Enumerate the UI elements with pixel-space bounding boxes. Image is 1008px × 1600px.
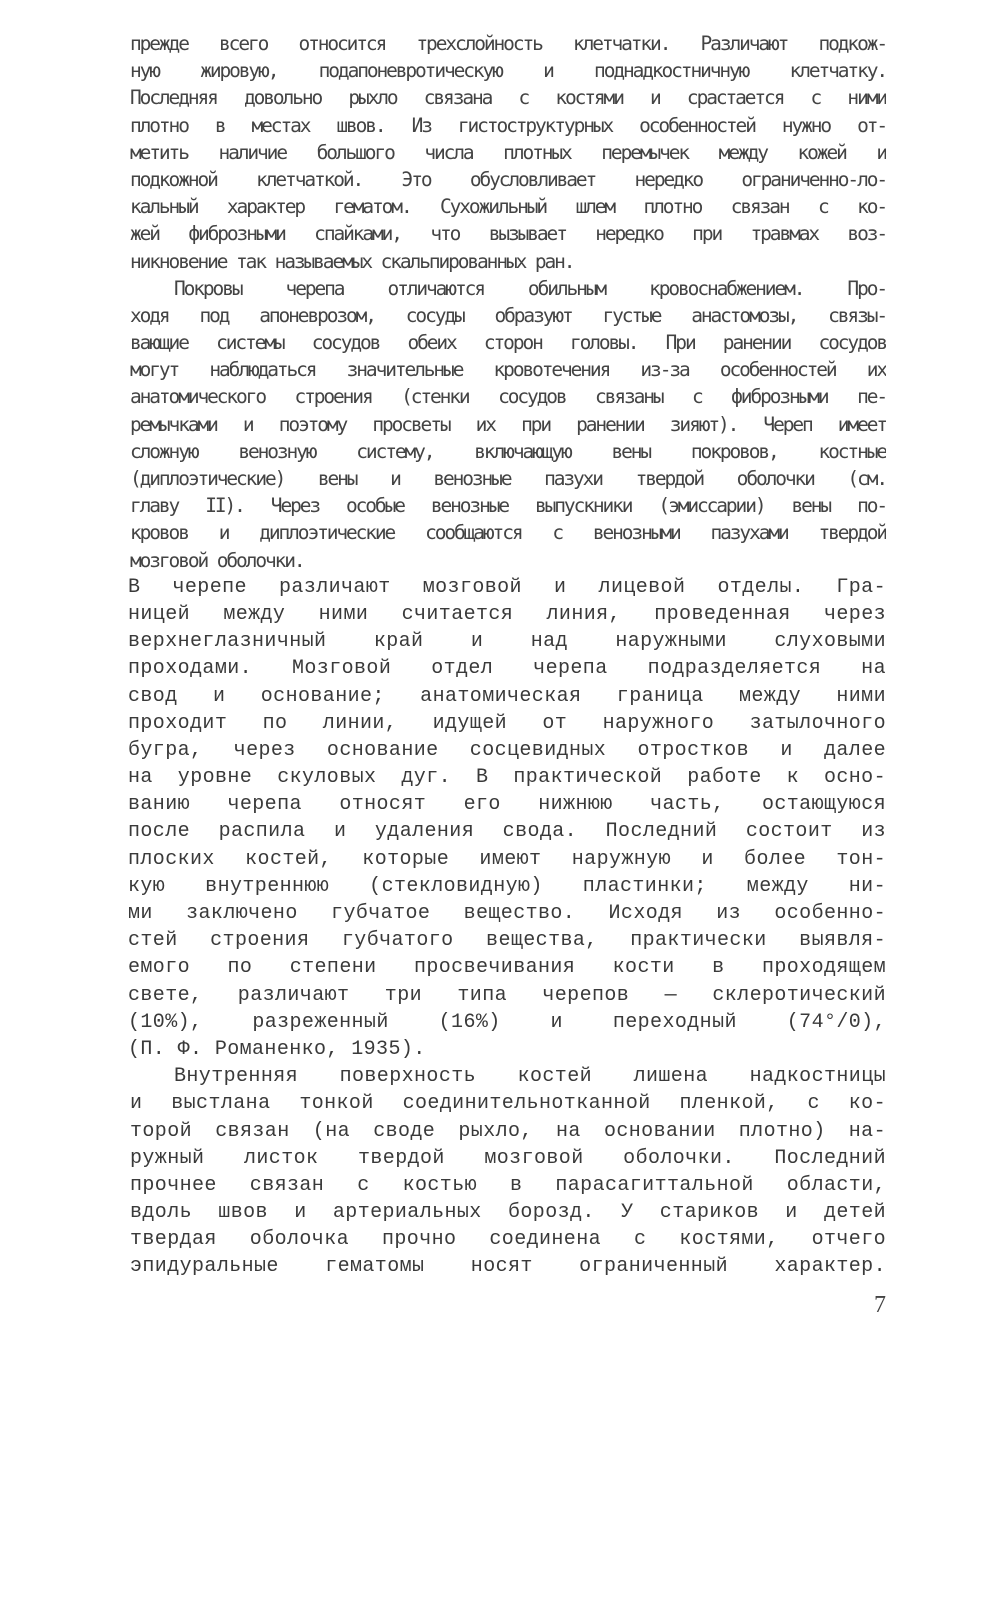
text-line: плоских костей, которые имеют наружную и более тон-: [128, 847, 886, 871]
text-line: вающие системы сосудов обеих сторон головы. При ранении сосудов: [130, 331, 886, 355]
text-line: торой связан (на своде рыхло, на основании плотно) на-: [130, 1119, 886, 1143]
text-line: твердая оболочка прочно соединена с костями, отчего: [130, 1228, 886, 1252]
text-line: ремычками и поэтому просветы их при ранении зияют). Череп имеет: [130, 412, 886, 436]
text-line: и выстлана тонкой соединительнотканной пленкой, с ко-: [130, 1092, 886, 1116]
text-line: кровов и диплоэтические сообщаются с венозными пазухами твердой: [130, 521, 886, 545]
text-line: вдоль швов и артериальных борозд. У стариков и детей: [130, 1201, 886, 1225]
text-line: Последняя довольно рыхло связана с костями и срастается с ними: [130, 86, 886, 110]
text-line: Внутренняя поверхность костей лишена надкостницы: [174, 1065, 886, 1089]
text-line: ходя под апоневрозом, сосуды образуют густые анастомозы, связы-: [130, 303, 886, 327]
text-line: ницей между ними считается линия, проведенная через: [128, 602, 886, 626]
text-line: свете, различают три типа черепов — склеротический: [128, 983, 886, 1007]
text-line: ную жировую, подапоневротическую и поднадкостничную клетчатку.: [130, 59, 886, 83]
text-line: жей фиброзными спайками, что вызывает нередко при травмах воз-: [130, 222, 886, 246]
text-line: свод и основание; анатомическая граница между ними: [128, 684, 886, 708]
paragraph-skin-layers: [130, 30, 886, 275]
text-line: проходит по линии, идущей от наружного затылочного: [128, 711, 886, 735]
paragraph-blood-supply: [130, 275, 886, 574]
text-line: ванию черепа относят его нижнюю часть, остающуюся: [128, 793, 886, 817]
text-line: Покровы черепа отличаются обильным кровоснабжением. Про-: [174, 276, 886, 300]
text-line: стей строения губчатого вещества, практически выявля-: [128, 929, 886, 953]
text-line: кальный характер гематом. Сухожильный шлем плотно связан с ко-: [130, 195, 886, 219]
text-line: (П. Ф. Романенко, 1935).: [128, 1037, 426, 1061]
page-number: 7: [874, 1292, 886, 1318]
text-line: прежде всего относится трехслойность клетчатки. Различают подкож-: [130, 32, 886, 55]
text-line: (диплоэтические) вены и венозные пазухи твердой оболочки (см.: [130, 467, 886, 490]
text-line: анатомического строения (стенки сосудов связаны с фиброзными пе-: [130, 385, 886, 409]
paragraph-inner-surface: [130, 1063, 886, 1281]
text-line: на уровне скуловых дуг. В практической работе к осно-: [128, 766, 886, 790]
paragraph-skull-divisions: [128, 574, 886, 1063]
text-line: мозговой оболочки.: [130, 548, 304, 572]
text-line: ружный листок твердой мозговой оболочки. Последний: [130, 1146, 886, 1170]
text-line: главу II). Через особые венозные выпускники (эмиссарии) вены по-: [130, 494, 886, 518]
text-line: ми заключено губчатое вещество. Исходя из особенно-: [128, 902, 886, 925]
text-line: сложную венозную систему, включающую вены покровов, костные: [130, 439, 886, 463]
text-line: после распила и удаления свода. Последний состоит из: [128, 820, 886, 844]
text-line: никновение так называемых скальпированных ран.: [130, 249, 574, 273]
text-line: проходами. Мозговой отдел черепа подразделяется на: [128, 657, 886, 681]
text-line: (10%), разреженный (16%) и переходный (74°/0),: [128, 1010, 886, 1034]
text-line: подкожной клетчаткой. Это обусловливает нередко ограниченно-ло-: [130, 167, 886, 191]
text-line: эпидуральные гематомы носят ограниченный характер.: [130, 1255, 886, 1279]
text-line: метить наличие большого числа плотных перемычек между кожей и: [130, 140, 886, 164]
text-line: плотно в местах швов. Из гистоструктурных особенностей нужно от-: [130, 113, 886, 137]
text-line: верхнеглазничный край и над наружными слуховыми: [128, 630, 886, 654]
text-line: кую внутреннюю (стекловидную) пластинки; между ни-: [128, 874, 886, 898]
page-body: [130, 30, 886, 1281]
text-line: В черепе различают мозговой и лицевой отделы. Гра-: [128, 575, 886, 599]
text-line: прочнее связан с костью в парасагиттальной области,: [130, 1173, 886, 1197]
text-line: емого по степени просвечивания кости в проходящем: [128, 956, 886, 980]
text-line: могут наблюдаться значительные кровотечения из-за особенностей их: [130, 358, 886, 382]
text-line: бугра, через основание сосцевидных отростков и далее: [128, 738, 886, 762]
